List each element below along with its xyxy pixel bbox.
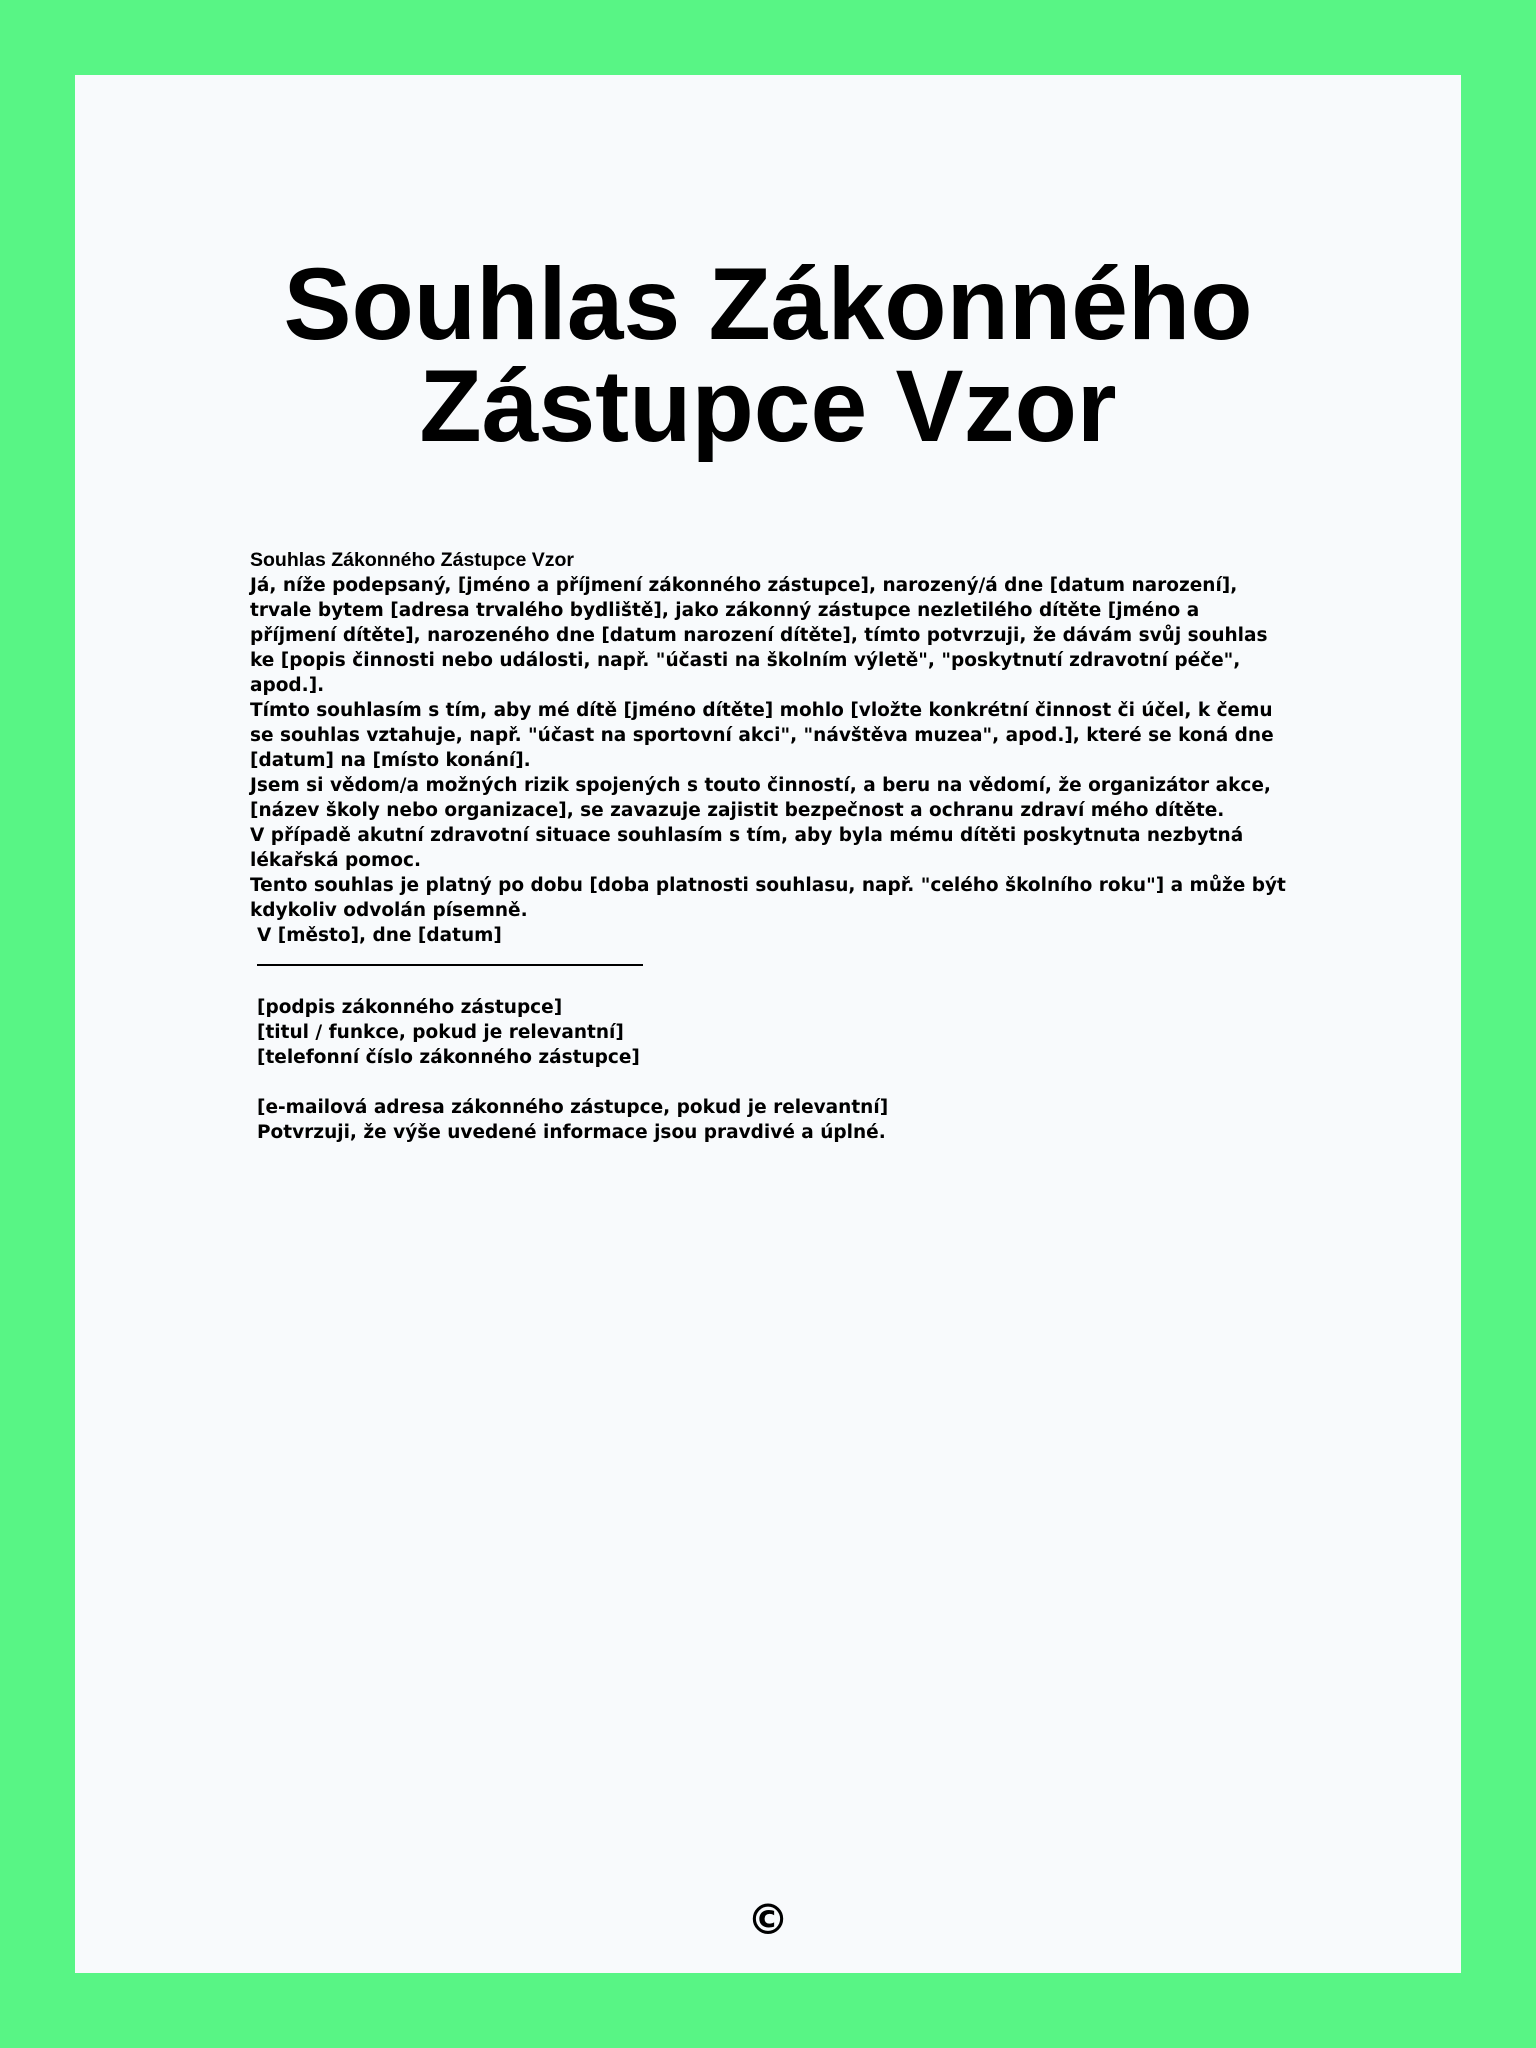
signature-title: [titul / funkce, pokud je relevantní] bbox=[257, 1022, 624, 1043]
document-body bbox=[250, 548, 1290, 1145]
document-title: Souhlas Zákonného Zástupce Vzor bbox=[283, 247, 1253, 463]
signature-name: [podpis zákonného zástupce] bbox=[257, 997, 563, 1018]
signature-email: [e-mailová adresa zákonného zástupce, pokud je relevantní] bbox=[257, 1097, 889, 1118]
copyright-icon: © bbox=[747, 1895, 789, 1944]
signature-line bbox=[257, 964, 643, 966]
paragraph-consent: Tímto souhlasím s tím, aby mé dítě [jméno dítěte] mohlo [vložte konkrétní činnost či účel, k čemu se souhlas vztahuje, např. "účast na sportovní akci", "návštěva muzea", apod.], které se koná dne [datum] na [místo konání]. bbox=[250, 700, 1274, 771]
document-heading: Souhlas Zákonného Zástupce Vzor bbox=[250, 549, 574, 571]
paragraph-validity: Tento souhlas je platný po dobu [doba platnosti souhlasu, např. "celého školního roku"] a může být kdykoliv odvolán písemně. bbox=[250, 875, 1286, 921]
paragraph-medical: V případě akutní zdravotní situace souhlasím s tím, aby byla mému dítěti poskytnuta nezbytná lékařská pomoc. bbox=[250, 825, 1244, 871]
signature-phone: [telefonní číslo zákonného zástupce] bbox=[257, 1047, 640, 1068]
confirmation-statement: Potvrzuji, že výše uvedené informace jsou pravdivé a úplné. bbox=[257, 1122, 886, 1143]
paragraph-declaration: Já, níže podepsaný, [jméno a příjmení zákonného zástupce], narozený/á dne [datum narození], trvale bytem [adresa trvalého bydliště], jako zákonný zástupce nezletilého dítěte [jméno a příjmení dítěte], narozeného dne [datum narození dítěte], tímto potvrzuji, že dávám svůj souhlas ke [popis činnosti nebo události, např. "účasti na školním výletě", "poskytnutí zdravotní péče", apod.]. bbox=[250, 575, 1268, 696]
document-page bbox=[75, 75, 1461, 1973]
paragraph-risks: Jsem si vědom/a možných rizik spojených s touto činností, a beru na vědomí, že organizátor akce, [název školy nebo organizace], se zavazuje zajistit bezpečnost a ochranu zdraví mého dítěte. bbox=[250, 775, 1271, 821]
place-date: V [město], dne [datum] bbox=[257, 925, 502, 946]
